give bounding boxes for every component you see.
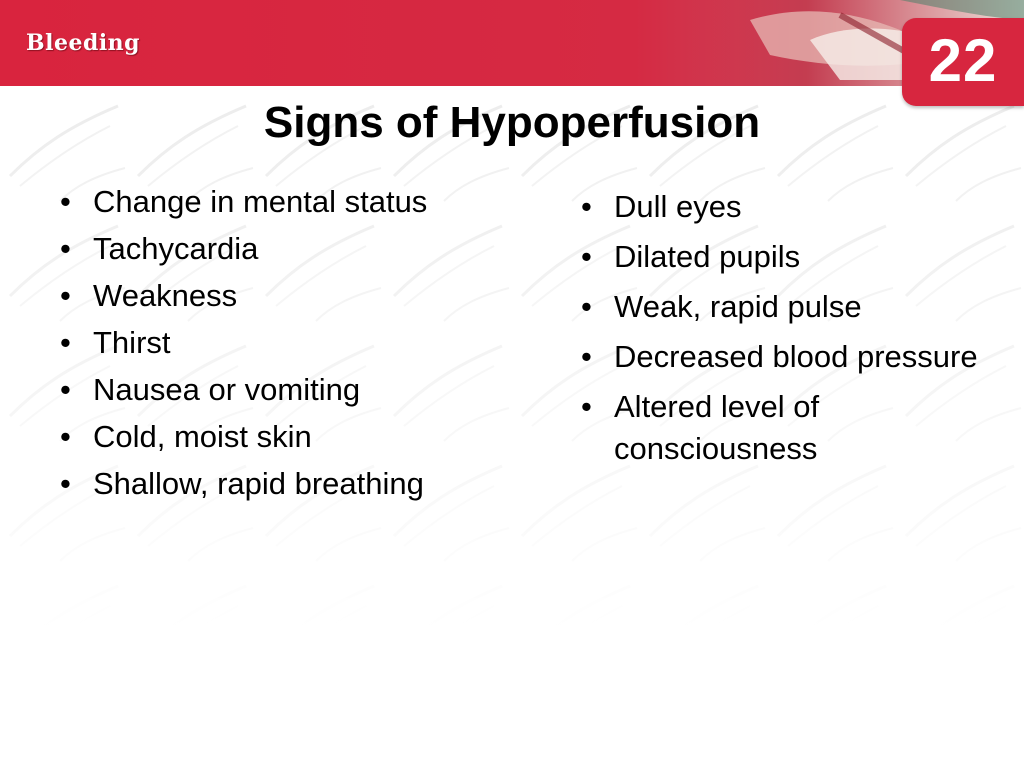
bullet-icon: • xyxy=(581,189,592,224)
bullet-icon: • xyxy=(581,389,592,424)
list-item xyxy=(577,386,997,470)
list-item xyxy=(577,336,997,378)
list-item xyxy=(56,180,526,224)
list-item-text: Thirst xyxy=(93,325,171,360)
bullet-icon: • xyxy=(581,289,592,324)
list-item-text: Change in mental status xyxy=(93,184,428,219)
list-item-text: Shallow, rapid breathing xyxy=(93,466,424,501)
list-item xyxy=(56,368,526,412)
list-item xyxy=(56,415,526,459)
list-item-text: Cold, moist skin xyxy=(93,419,312,454)
list-item-text: Dull eyes xyxy=(614,189,742,224)
list-item-text: Dilated pupils xyxy=(614,239,801,274)
list-item xyxy=(577,236,997,278)
bullet-icon: • xyxy=(60,372,71,407)
list-item-text: Weak, rapid pulse xyxy=(614,289,862,324)
slide-title: Signs of Hypoperfusion xyxy=(263,98,761,147)
bullet-icon: • xyxy=(60,325,71,360)
list-item xyxy=(56,321,526,365)
list-item xyxy=(577,286,997,328)
list-item-text: Tachycardia xyxy=(93,231,259,266)
list-item-text: Nausea or vomiting xyxy=(93,372,361,407)
left-bullet-list xyxy=(56,180,526,509)
list-item xyxy=(56,227,526,271)
bullet-icon: • xyxy=(60,231,71,266)
list-item xyxy=(577,186,997,228)
bullet-icon: • xyxy=(581,239,592,274)
section-label: Bleeding xyxy=(26,30,141,56)
chapter-number: 22 xyxy=(928,27,998,94)
list-item-text: Decreased blood pressure xyxy=(614,339,978,374)
bullet-icon: • xyxy=(60,278,71,313)
list-item-text: Altered level of consciousness xyxy=(614,389,820,466)
right-bullet-list xyxy=(577,186,997,478)
list-item xyxy=(56,462,526,506)
bullet-icon: • xyxy=(60,184,71,219)
list-item xyxy=(56,274,526,318)
header-band xyxy=(0,0,1024,86)
bullet-icon: • xyxy=(581,339,592,374)
bullet-icon: • xyxy=(60,466,71,501)
chapter-badge xyxy=(902,18,1024,106)
list-item-text: Weakness xyxy=(93,278,238,313)
bullet-icon: • xyxy=(60,419,71,454)
